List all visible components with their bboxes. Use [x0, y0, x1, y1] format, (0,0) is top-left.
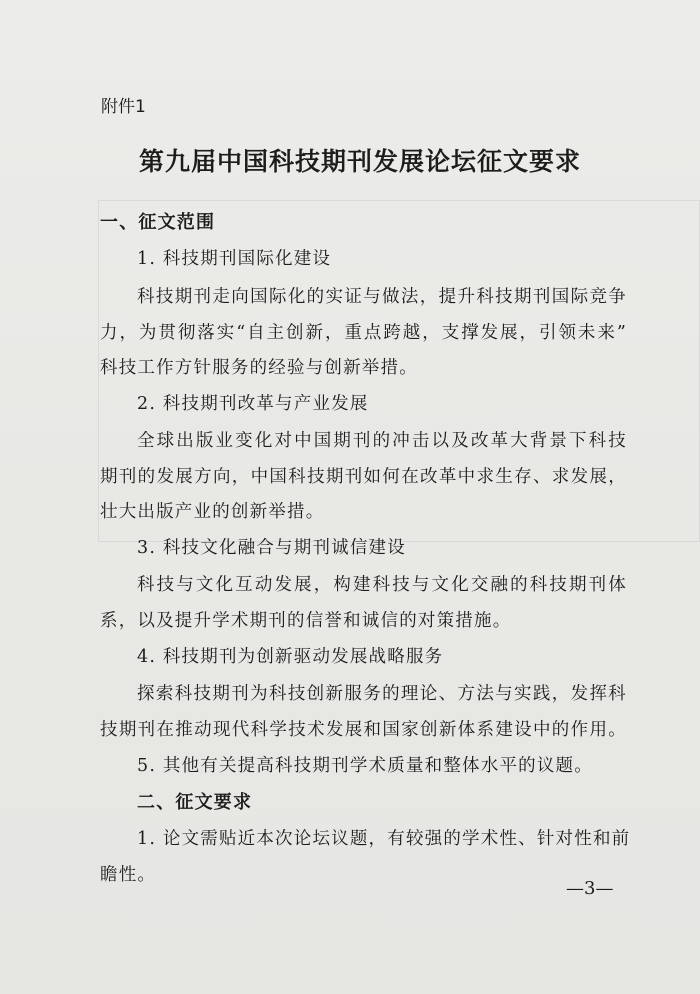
item-text-line: 科技期刊走向国际化的实证与做法，提升科技期刊国际竞争 [137, 287, 627, 307]
item-text-line: 壮大出版产业的创新举措。 [100, 502, 325, 522]
item-text-line: 技期刊在推动现代科学技术发展和国家创新体系建设中的作用。 [100, 720, 627, 740]
item-text-line: 探索科技期刊为科技创新服务的理论、方法与实践，发挥科 [137, 684, 627, 704]
requirement-text-line: 1. 论文需贴近本次论坛议题，有较强的学术性、针对性和前 [137, 829, 631, 849]
attachment-label: 附件1 [101, 97, 146, 117]
section-heading-requirements: 二、征文要求 [137, 792, 253, 813]
page-title: 第九届中国科技期刊发展论坛征文要求 [138, 147, 581, 176]
section-heading-scope: 一、征文范围 [100, 212, 216, 233]
item-heading-reform: 2. 科技期刊改革与产业发展 [137, 394, 369, 414]
item-text-line: 科技与文化互动发展，构建科技与文化交融的科技期刊体 [137, 575, 627, 595]
requirement-text-line: 瞻性。 [100, 865, 157, 885]
item-text-line: 力，为贯彻落实“自主创新，重点跨越，支撑发展，引领未来” [100, 323, 627, 343]
item-text-line: 期刊的发展方向，中国科技期刊如何在改革中求生存、求发展， [100, 467, 627, 487]
item-heading-internationalization: 1. 科技期刊国际化建设 [137, 249, 332, 269]
page-number: —3— [566, 878, 614, 899]
item-text-line: 系，以及提升学术期刊的信誉和诚信的对策措施。 [100, 611, 512, 631]
item-other-topics: 5. 其他有关提高科技期刊学术质量和整体水平的议题。 [137, 756, 593, 776]
bleed-through-text [560, 108, 579, 133]
item-text-line: 科技工作方针服务的经验与创新举措。 [100, 358, 418, 378]
item-heading-innovation: 4. 科技期刊为创新驱动发展战略服务 [137, 647, 444, 667]
item-heading-integrity: 3. 科技文化融合与期刊诚信建设 [137, 538, 406, 558]
item-text-line: 全球出版业变化对中国期刊的冲击以及改革大背景下科技 [137, 431, 627, 451]
